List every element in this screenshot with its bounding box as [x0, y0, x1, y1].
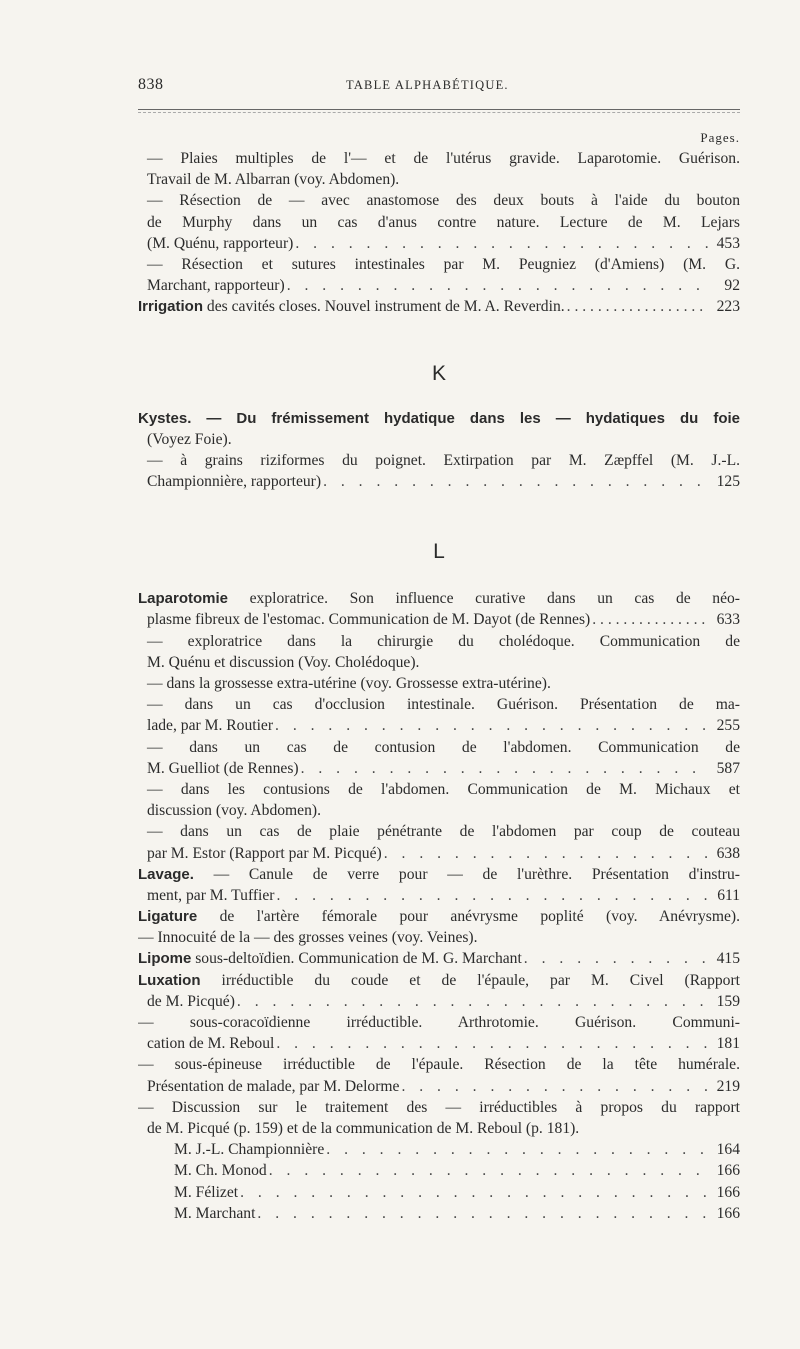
index-line: — Innocuité de la — des grosses veines (voy. Veines).	[138, 929, 478, 947]
index-line: ment, par M. Tuffier . . . 611	[138, 885, 740, 906]
page-ref: 223	[716, 298, 740, 316]
index-line: M. J.-L. Championnière . . . 164	[138, 1139, 740, 1160]
page-ref: 159	[716, 992, 740, 1010]
pages-column-label: Pages.	[700, 130, 740, 145]
entry-heading: Irrigation	[138, 298, 204, 316]
index-line: plasme fibreux de l'estomac. Communication de M. Dayot (de Rennes) . . . 633	[138, 609, 740, 630]
page-ref: 181	[716, 1035, 740, 1053]
index-line: discussion (voy. Abdomen).	[147, 802, 321, 820]
entry-heading: Luxation	[138, 971, 201, 989]
index-line	[138, 408, 740, 429]
index-line: — à grains riziformes du poignet. Extirpation par M. Zæpffel (M. J.-L.	[147, 451, 740, 469]
index-line: — Résection et sutures intestinales par M. Peugniez (d'Amiens) (M. G.	[147, 255, 740, 273]
index-line: lade, par M. Routier . . . 255	[138, 715, 740, 736]
index-line: Laparotomie exploratrice. Son influence curative dans un cas de néo-	[138, 590, 740, 608]
index-line: — exploratrice dans la chirurgie du cholédoque. Communication de	[147, 632, 740, 650]
index-line: M. Guelliot (de Rennes) . . . 587	[138, 758, 740, 779]
index-line: par M. Estor (Rapport par M. Picqué) . . . 638	[138, 843, 740, 864]
page-ref: 638	[716, 844, 740, 862]
entry-heading: Lipome	[138, 950, 192, 968]
page-ref: 453	[716, 234, 740, 252]
index-line: — dans un cas d'occlusion intestinale. Guérison. Présentation de ma-	[147, 696, 740, 714]
index-line: Lavage. — Canule de verre pour — de l'urèthre. Présentation d'instru-	[138, 865, 740, 883]
index-line: Marchant, rapporteur) . . . 92	[138, 275, 740, 296]
entry-heading: Laparotomie	[138, 590, 229, 608]
index-line: (Voyez Foie).	[147, 430, 232, 448]
index-line: Irrigation des cavités closes. Nouvel instrument de M. A. Reverdin. . . . 223	[138, 296, 740, 317]
index-line: de Murphy dans un cas d'anus contre nature. Lecture de M. Lejars	[147, 213, 740, 231]
section-letter-k: K	[431, 361, 446, 385]
page-ref: 164	[716, 1141, 740, 1159]
index-line: Lipome sous-deltoïdien. Communication de M. G. Marchant . . . 415	[138, 948, 740, 969]
index-line: Travail de M. Albarran (voy. Abdomen).	[147, 171, 400, 189]
index-line: M. Ch. Monod . . . 166	[138, 1160, 740, 1181]
page-ref: 255	[716, 717, 740, 735]
index-line: M. Félizet . . . 166	[138, 1182, 740, 1203]
index-line: (M. Quénu, rapporteur) . . . 453	[138, 233, 740, 254]
index-line: — Discussion sur le traitement des — irréductibles à propos du rapport	[138, 1098, 740, 1116]
page-header	[138, 76, 740, 100]
index-line: — Résection de — avec anastomose des deux bouts à l'aide du bouton	[147, 192, 740, 210]
index-line: — dans les contusions de l'abdomen. Communication de M. Michaux et	[147, 780, 740, 798]
index-line: M. Quénu et discussion (Voy. Cholédoque).	[147, 653, 420, 671]
index-line: cation de M. Reboul . . . 181	[138, 1033, 740, 1054]
index-line: — dans un cas de contusion de l'abdomen. Communication de	[147, 738, 740, 756]
index-line: Présentation de malade, par M. Delorme . . . 219	[138, 1076, 740, 1097]
index-line: — dans un cas de plaie pénétrante de l'abdomen par coup de couteau	[147, 823, 740, 841]
index-line: — Plaies multiples de l'— et de l'utérus gravide. Laparotomie. Guérison.	[147, 150, 740, 167]
entry-heading: Ligature	[138, 908, 198, 926]
page-ref: 219	[716, 1077, 740, 1095]
page-number: 838	[138, 76, 164, 93]
page-ref: 92	[724, 277, 740, 295]
header-rule	[138, 109, 740, 110]
page-ref: 633	[716, 611, 740, 629]
running-title: TABLE ALPHABÉTIQUE.	[346, 78, 509, 92]
header-rule-dashed	[138, 112, 740, 113]
page-ref: 611	[717, 886, 740, 904]
index-line: M. Marchant . . . 166	[138, 1203, 740, 1224]
index-line: Luxation irréductible du coude et de l'épaule, par M. Civel (Rapport	[138, 971, 740, 989]
index-content	[138, 128, 740, 1224]
page-ref: 166	[716, 1162, 740, 1180]
index-line: — sous-coracoïdienne irréductible. Arthrotomie. Guérison. Communi-	[138, 1014, 740, 1031]
entry-heading: Kystes. — Du frémissement hydatique dans les — hydatiques du foie	[138, 409, 740, 427]
page-ref: 587	[716, 759, 740, 777]
page-ref: 415	[716, 950, 740, 968]
index-line: de M. Picqué) . . . 159	[138, 991, 740, 1012]
entry-heading: Lavage.	[138, 865, 194, 883]
index-line: — dans la grossesse extra-utérine (voy. Grossesse extra-utérine).	[147, 675, 551, 692]
page-ref: 166	[716, 1204, 740, 1222]
index-line: de M. Picqué (p. 159) et de la communication de M. Reboul (p. 181).	[147, 1119, 580, 1137]
section-letter-l: L	[433, 540, 445, 564]
page-ref: 166	[716, 1183, 740, 1201]
index-line: Ligature de l'artère fémorale pour anévrysme poplité (voy. Anévrysme).	[138, 908, 740, 926]
page-ref: 125	[716, 473, 740, 491]
index-line: — sous-épineuse irréductible de l'épaule. Résection de la tête humérale.	[138, 1056, 740, 1074]
index-line: Championnière, rapporteur) . . . 125	[138, 471, 740, 492]
